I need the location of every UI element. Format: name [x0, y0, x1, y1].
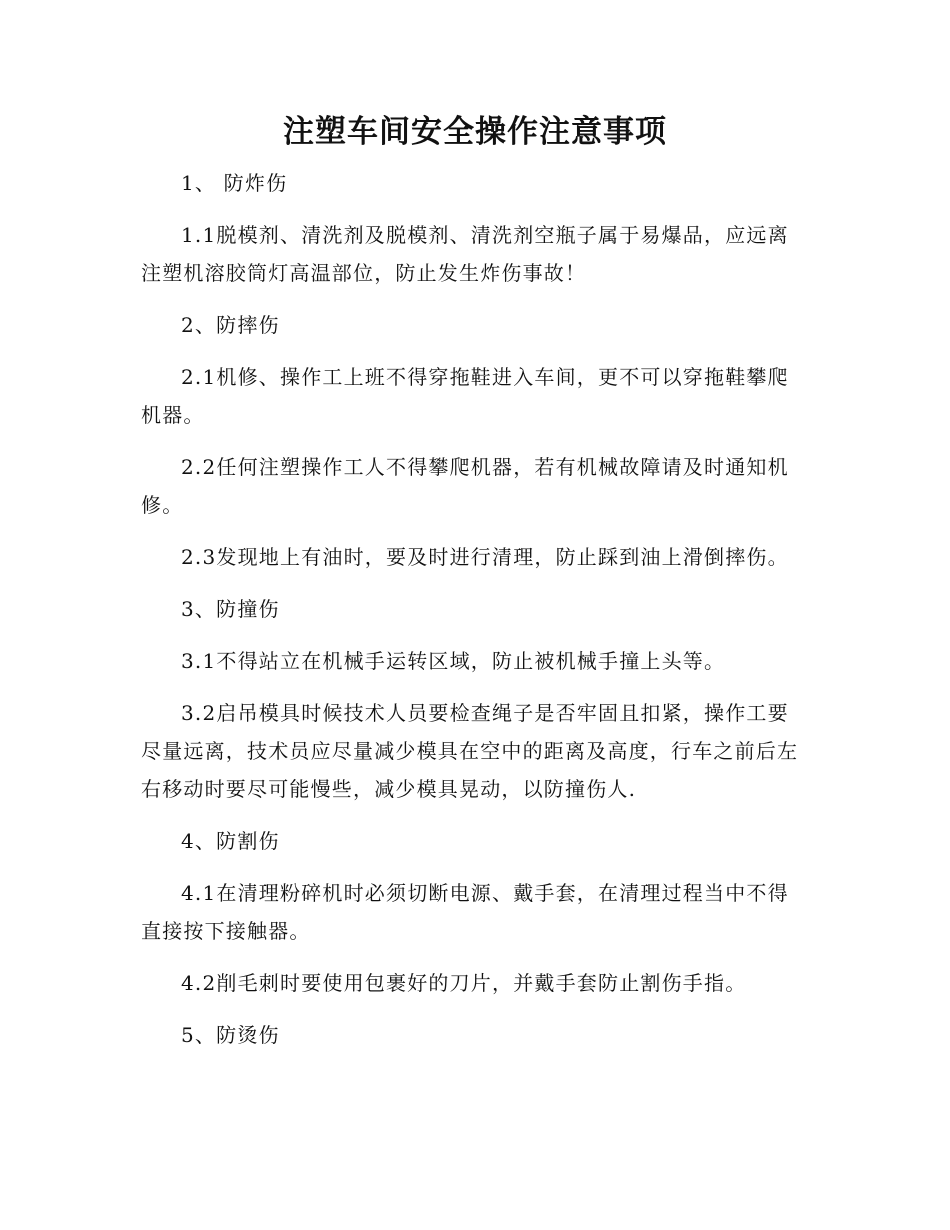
section-heading: 1、 防炸伤: [181, 171, 288, 195]
paragraph: 2.3发现地上有油时，要及时进行清理，防止踩到油上滑倒摔伤。: [181, 545, 789, 569]
paragraph: 1.1脱模剂、清洗剂及脱模剂、清洗剂空瓶子属于易爆品，应远离注塑机溶胶筒灯高温部位，防止发生炸伤事故！: [141, 223, 789, 285]
document-title: 注塑车间安全操作注意事项: [283, 114, 667, 150]
section-heading: 3、防撞伤: [181, 597, 280, 621]
paragraph: 2.2任何注塑操作工人不得攀爬机器，若有机械故障请及时通知机修。: [141, 455, 789, 517]
paragraph: 2.1机修、操作工上班不得穿拖鞋进入车间，更不可以穿拖鞋攀爬机器。: [141, 365, 789, 427]
section-heading: 5、防烫伤: [181, 1023, 280, 1047]
document-body: [141, 164, 809, 1068]
paragraph: 3.2启吊模具时候技术人员要检查绳子是否牢固且扣紧，操作工要尽量远离，技术员应尽量减少模具在空中的距离及高度，行车之前后左右移动时要尽可能慢些，减少模具晃动，以防撞伤人.: [141, 701, 799, 801]
section-heading: 4、防割伤: [181, 829, 280, 853]
paragraph: 4.1在清理粉碎机时必须切断电源、戴手套，在清理过程当中不得直接按下接触器。: [141, 881, 789, 943]
paragraph: 4.2削毛刺时要使用包裹好的刀片，并戴手套防止割伤手指。: [181, 971, 747, 995]
paragraph: 3.1不得站立在机械手运转区域，防止被机械手撞上头等。: [181, 649, 726, 673]
section-heading: 2、防摔伤: [181, 313, 280, 337]
